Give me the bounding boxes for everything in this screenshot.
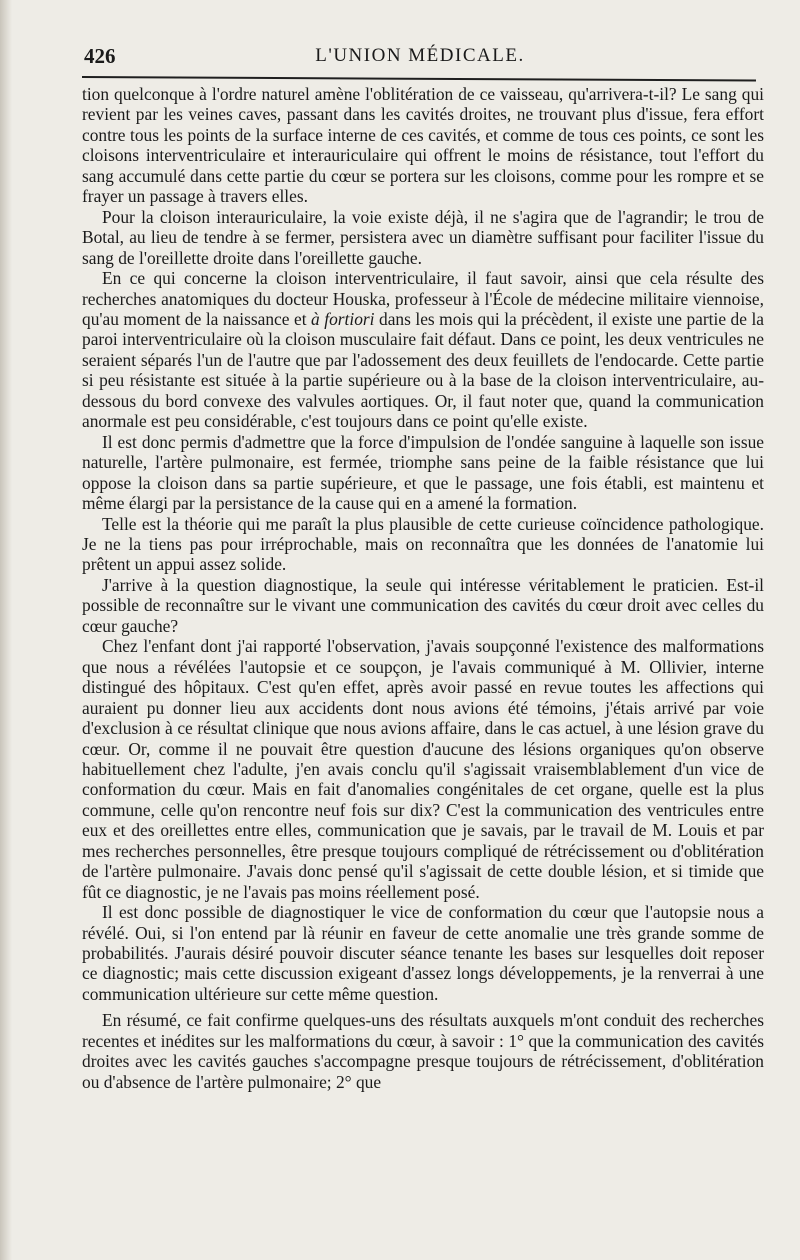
page-header [82,40,758,74]
paragraph: Pour la cloison interauriculaire, la voie existe déjà, il ne s'agira que de l'agrandir; le trou de Botal, au lieu de tendre à se fermer, persistera avec un diamètre suffisant pour faciliter l'issue du sang de l'oreillette droite dans l'oreillette gauche. [82,206,764,268]
page-edge-shadow [0,0,12,1260]
page-number: 426 [84,44,116,68]
article-body [82,84,764,1092]
paragraph: tion quelconque à l'ordre naturel amène l'oblitération de ce vaisseau, qu'arrivera-t-il? Le sang qui revient par les veines caves, passant dans les cavités droites, ne trouvant plus d'issue, fera effort contre tous les points de la surface interne de ces cavités, et comme de tous ces points, ce sont les cloisons interventriculaire et interauriculaire qui offrent le moins de résistance, tout l'effort du sang accumulé dans cette partie du cœur se portera sur les cloisons, comme pour les rompre et se frayer un passage à travers elles. [82,84,764,207]
header-rule [82,76,756,82]
paragraph [82,268,764,432]
paragraph: Il est donc permis d'admettre que la force d'impulsion de l'ondée sanguine à laquelle son issue naturelle, l'artère pulmonaire, est fermée, triomphe sans peine de la faible résistance que lui oppose la cloison dans sa partie supérieure, et que le passage, une fois établi, est maintenu et même élargi par la persistance de la cause qui en a amené la formation. [82,431,764,514]
paragraph: En résumé, ce fait confirme quelques-uns des résultats auxquels m'ont conduit des recherches recentes et inédites sur les malformations du cœur, à savoir : 1° que la communication des cavités droites avec les cavités gauches s'accompagne presque toujours de rétrécissement, d'oblitération ou d'absence de l'artère pulmonaire; 2° que [82,1010,764,1092]
paragraph: Telle est la théorie qui me paraît la plus plausible de cette curieuse coïncidence pathologique. Je ne la tiens pas pour irréprochable, mais on reconnaîtra que les données de l'anatomie lui prêtent un appui assez solide. [82,513,764,575]
running-title: L'UNION MÉDICALE. [315,45,525,66]
paragraph-text: dans les mois qui la précèdent, il existe une partie de la paroi interventriculaire où la cloison musculaire fait défaut. Dans ce point, les deux ventricules ne seraient séparés l'un de l'autre que par l'adossement des deux feuillets de l'endocarde. Cette partie si peu résistante est située à la partie supérieure ou à la base de la cloison interventriculaire, au-dessous du bord convexe des valvules aortiques. Or, il faut noter que, quand la communication anormale est peu considérable, c'est toujours dans ce point qu'elle existe. [82,308,765,432]
paragraph: Chez l'enfant dont j'ai rapporté l'observation, j'avais soupçonné l'existence des malformations que nous a révélées l'autopsie et ce soupçon, je l'avais communiqué à M. Ollivier, interne distingué des hôpitaux. C'est qu'en effet, après avoir passé en revue toutes les affections qui auraient pu donner lieu aux accidents dont nous avions été témoins, j'étais arrivé par voie d'exclusion à ce résultat clinique que nous avions affaire, dans le cas actuel, à une lésion grave du cœur. Or, comme il ne pouvait être question d'aucune des lésions organiques qu'on observe habituellement chez l'adulte, j'en avais conclu qu'il s'agissait vraisemblablement d'un vice de conformation du cœur. Mais en fait d'anomalies congénitales de cet organe, quelle est la plus commune, celle qu'on rencontre neuf fois sur dix? C'est la communication des ventricules entre eux et des oreillettes entre elles, communication que je savais, par le travail de M. Louis et par mes recherches personnelles, être presque toujours compliqué de rétrécissement ou d'oblitération de l'artère pulmonaire. J'avais donc pensé qu'il s'agissait de cette double lésion, et si timide que fût ce diagnostic, je ne l'avais pas moins réellement posé. [82,636,764,902]
paragraph: J'arrive à la question diagnostique, la seule qui intéresse véritablement le praticien. Est-il possible de reconnaître sur le vivant une communication des cavités du cœur droit avec celles du cœur gauche? [82,574,764,636]
paragraph-text: En ce qui concerne la cloison interventriculaire, il faut savoir, ainsi que cela résulte des recherches anatomiques du docteur Houska, professeur à l'École de médecine militaire viennoise, qu'au moment de la naissance et [82,268,764,329]
paragraph: Il est donc possible de diagnostiquer le vice de conformation du cœur que l'autopsie nous a révélé. Oui, si l'on entend par là réunir en faveur de cette anomalie une très grande somme de probabilités. J'aurais désiré pouvoir discuter séance tenante les bases sur lesquelles doit reposer ce diagnostic; mais cette discussion exigeant d'assez longs développements, je la renverrai à une communication ultérieure sur cette même question. [82,902,764,1004]
italic-term: à fortiori [311,308,375,329]
